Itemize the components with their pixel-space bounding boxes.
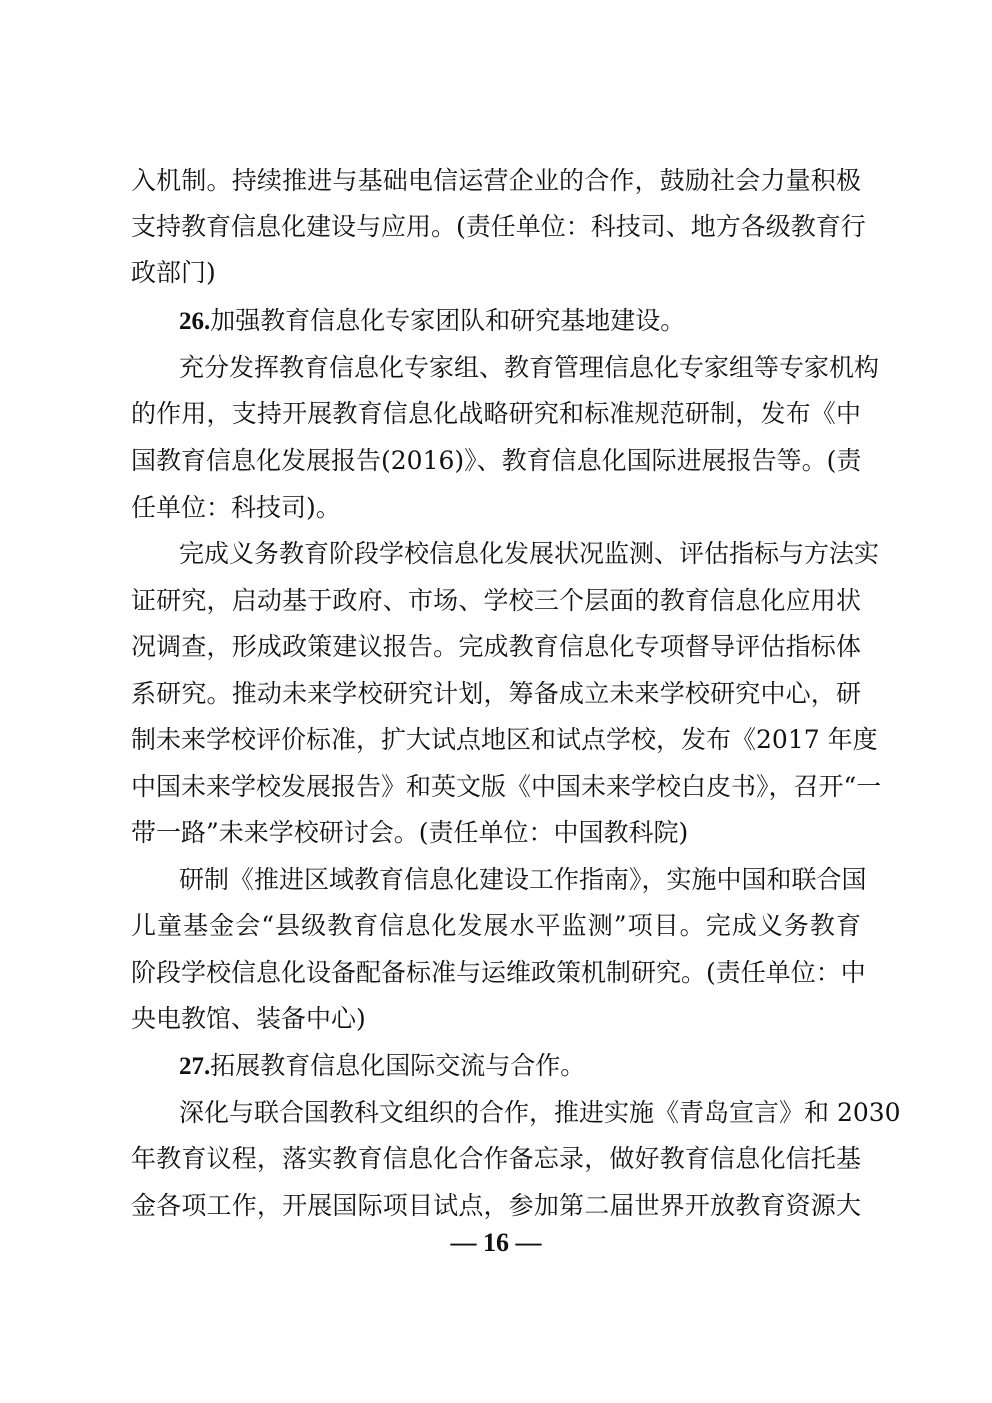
text-line: 带一路”未来学校研讨会。(责任单位：中国教科院) xyxy=(131,818,689,847)
text-line: 年教育议程，落实教育信息化合作备忘录，做好教育信息化信托基 xyxy=(131,1144,861,1173)
text-line: 支持教育信息化建设与应用。(责任单位：科技司、地方各级教育行 xyxy=(131,212,866,241)
text-line: 国教育信息化发展报告(2016)》、教育信息化国际进展报告等。(责 xyxy=(131,446,862,475)
text-line: 的作用，支持开展教育信息化战略研究和标准规范研制，发布《中 xyxy=(131,399,861,428)
section-title: 拓展教育信息化国际交流与合作。 xyxy=(210,1051,586,1080)
section-title: 加强教育信息化专家团队和研究基地建设。 xyxy=(210,306,686,335)
text-line: 任单位：科技司)。 xyxy=(131,493,341,522)
section-number: 26. xyxy=(179,308,211,335)
text-line: 金各项工作，开展国际项目试点，参加第二届世界开放教育资源大 xyxy=(131,1191,861,1220)
text-line: 完成义务教育阶段学校信息化发展状况监测、评估指标与方法实 xyxy=(179,539,880,568)
text-line: 研制《推进区域教育信息化建设工作指南》，实施中国和联合国 xyxy=(179,865,867,894)
text-line: 央电教馆、装备中心) xyxy=(131,1004,366,1033)
text-line: 制未来学校评价标准，扩大试点地区和试点学校，发布《2017 年度 xyxy=(131,725,878,754)
page-number: — 16 — xyxy=(450,1228,542,1257)
text-line: 中国未来学校发展报告》和英文版《中国未来学校白皮书》，召开“一 xyxy=(131,772,882,801)
text-line: 深化与联合国教科文组织的合作，推进实施《青岛宣言》和 2030 xyxy=(179,1098,901,1127)
text-line: 阶段学校信息化设备配备标准与运维政策机制研究。(责任单位：中 xyxy=(131,958,866,987)
section-heading-26 xyxy=(179,301,685,341)
text-line: 充分发挥教育信息化专家组、教育管理信息化专家组等专家机构 xyxy=(179,353,880,382)
text-line: 儿童基金会“县级教育信息化发展水平监测”项目。完成义务教育 xyxy=(131,911,861,940)
text-line: 证研究，启动基于政府、市场、学校三个层面的教育信息化应用状 xyxy=(131,586,861,615)
text-line: 政部门) xyxy=(131,258,216,287)
text-line: 系研究。推动未来学校研究计划，筹备成立未来学校研究中心，研 xyxy=(131,679,861,708)
text-line: 入机制。持续推进与基础电信运营企业的合作，鼓励社会力量积极 xyxy=(131,166,861,195)
section-number: 27. xyxy=(179,1053,211,1080)
text-line: 况调查，形成政策建议报告。完成教育信息化专项督导评估指标体 xyxy=(131,632,861,661)
section-heading-27 xyxy=(179,1046,585,1086)
